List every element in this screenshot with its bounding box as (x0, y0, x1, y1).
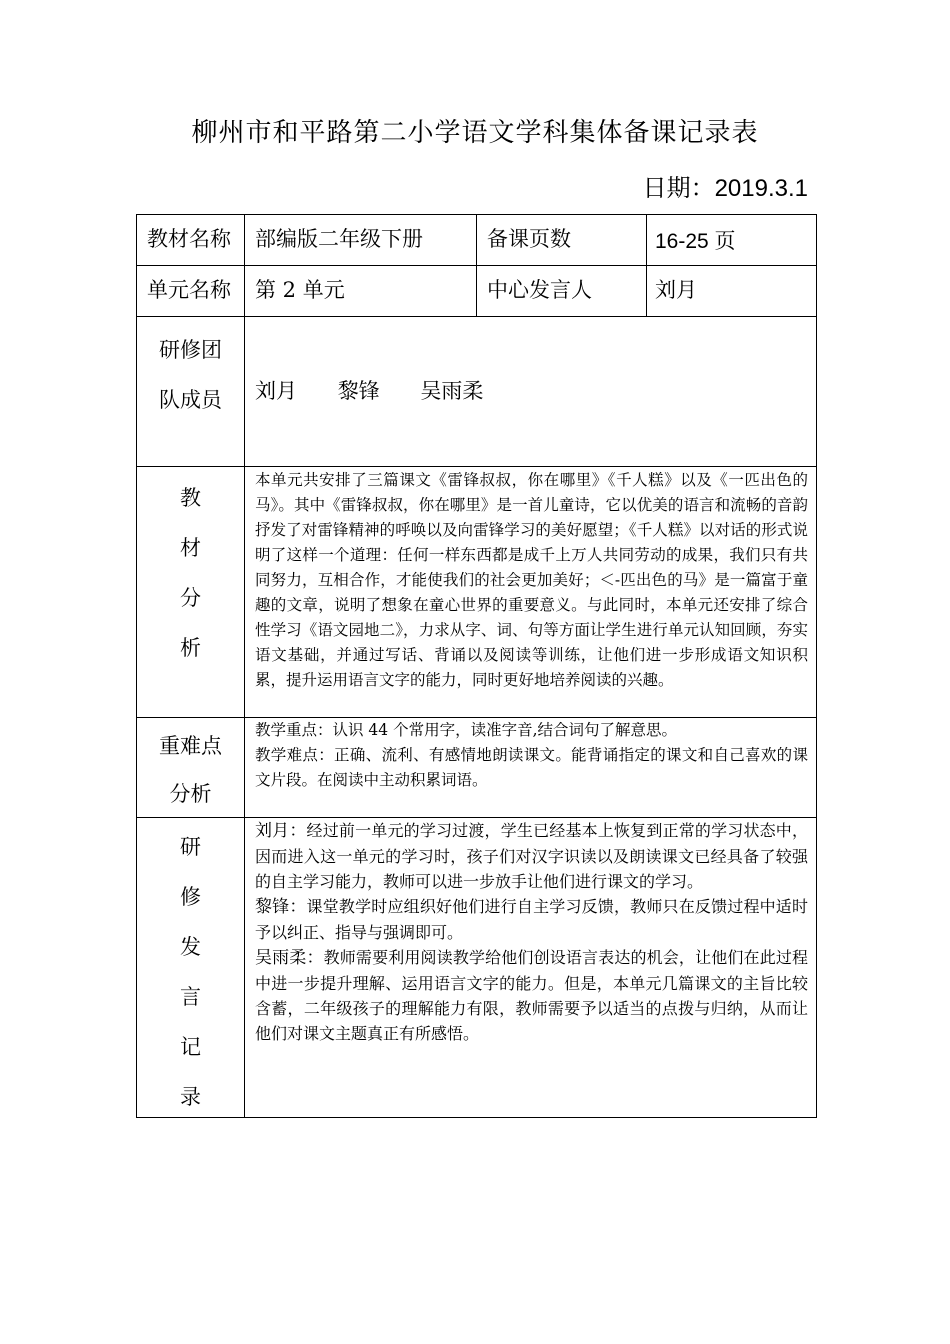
team-label-line2: 队成员 (159, 388, 222, 412)
date-label: 日期： (642, 174, 715, 202)
analysis-label-char: 材 (180, 536, 201, 560)
difficulty-label-cell (137, 718, 245, 818)
material-name-value: 部编版二年级下册 (255, 227, 423, 251)
record-speaker: 刘月： (255, 821, 307, 841)
date-value: 2019.3.1 (714, 175, 808, 202)
record-entry (255, 818, 808, 894)
teaching-focus: 教学重点：认识 44 个常用字，读准字音,结合词句了解意思。 (255, 721, 678, 739)
difficulty-label-line1: 重难点 (159, 734, 222, 758)
teaching-difficulty: 教学难点：正确、流利、有感情地朗读课文。能背诵指定的课文和自己喜欢的课文片段。在阅读中主动积累词语。 (255, 746, 808, 789)
unit-name-label: 单元名称 (147, 278, 231, 302)
record-label-char: 发 (180, 935, 201, 959)
record-text-cell (245, 818, 816, 1117)
team-member: 黎锋 (337, 379, 380, 403)
record-label-char: 记 (180, 1035, 201, 1059)
difficulty-label-line2: 分析 (169, 782, 212, 806)
unit-name-value-cell (245, 266, 477, 317)
record-speaker: 黎锋： (255, 897, 307, 917)
record-label-char: 言 (180, 985, 201, 1009)
analysis-label-char: 分 (180, 586, 201, 610)
material-name-value-cell (245, 215, 477, 266)
speaker-value-cell (647, 266, 816, 317)
record-entry (255, 894, 808, 945)
speaker-value: 刘月 (655, 278, 697, 302)
document-title: 柳州市和平路第二小学语文学科集体备课记录表 (191, 118, 759, 148)
record-label-char: 研 (180, 835, 201, 859)
analysis-text-cell (245, 467, 816, 718)
material-name-label: 教材名称 (147, 227, 231, 251)
material-name-label-cell (137, 215, 245, 266)
pages-label: 备课页数 (487, 227, 571, 251)
team-member: 刘月 (255, 379, 297, 403)
speaker-label: 中心发言人 (487, 278, 592, 302)
record-entry (255, 945, 808, 1046)
analysis-text: 本单元共安排了三篇课文《雷锋叔叔，你在哪里》《千人糕》以及《一匹出色的马》。其中《雷锋叔叔，你在哪里》是一首儿童诗，它以优美的语言和流畅的音韵抒发了对雷锋精神的呼唤以及向雷锋学习的美好愿望；《千人糕》以对话的形式说明了这样一个道理：任何一样东西都是成千上万人共同劳动的成果，我们只有共同努力，互相合作，才能使我们的社会更加美好；＜-匹出色的马》是一篇富于童趣的文章，说明了想象在童心世界的重要意义。与此同时，本单元还安排了综合性学习《语文园地二》，力求从字、词、句等方面让学生进行单元认知回顾，夯实语文基础，并通过写话、背诵以及阅读等训练，让他们进一步形成语文知识积累，提升运用语言文字的能力，同时更好地培养阅读的兴趣。 (255, 471, 808, 689)
pages-value: 16-25 页 (655, 230, 736, 253)
record-label-cell (137, 818, 245, 1117)
difficulty-text-cell (245, 718, 816, 818)
lesson-prep-form (136, 214, 817, 1118)
record-text: 课堂教学时应组织好他们进行自主学习反馈，教师只在反馈过程中适时予以纠正、指导与强调即可。 (255, 897, 808, 942)
record-label-char: 录 (180, 1085, 201, 1109)
pages-label-cell (477, 215, 647, 266)
team-member: 吴雨柔 (420, 379, 484, 403)
pages-value-cell (647, 215, 816, 266)
record-speaker: 吴雨柔： (255, 948, 324, 968)
date-line (643, 168, 808, 203)
record-text: 教师需要利用阅读教学给他们创设语言表达的机会，让他们在此过程中进一步提升理解、运用语言文字的能力。但是，本单元几篇课文的主旨比较含蓄，二年级孩子的理解能力有限，教师需要予以适当的点拨与归纳，从而让他们对课文主题真正有所感悟。 (255, 948, 808, 1043)
unit-name-value: 第 2 单元 (255, 278, 345, 302)
analysis-label-char: 教 (180, 486, 201, 510)
team-members-cell (245, 317, 816, 467)
unit-name-label-cell (137, 266, 245, 317)
team-label-cell (137, 317, 245, 467)
analysis-label-char: 析 (180, 636, 201, 660)
speaker-label-cell (477, 266, 647, 317)
record-label-char: 修 (180, 885, 201, 909)
analysis-label-cell (137, 467, 245, 718)
team-label-line1: 研修团 (159, 338, 222, 362)
record-text: 经过前一单元的学习过渡，学生已经基本上恢复到正常的学习状态中，因而进入这一单元的学习时，孩子们对汉字识读以及朗读课文已经具备了较强的自主学习能力，教师可以进一步放手让他们进行课文的学习。 (255, 821, 808, 891)
